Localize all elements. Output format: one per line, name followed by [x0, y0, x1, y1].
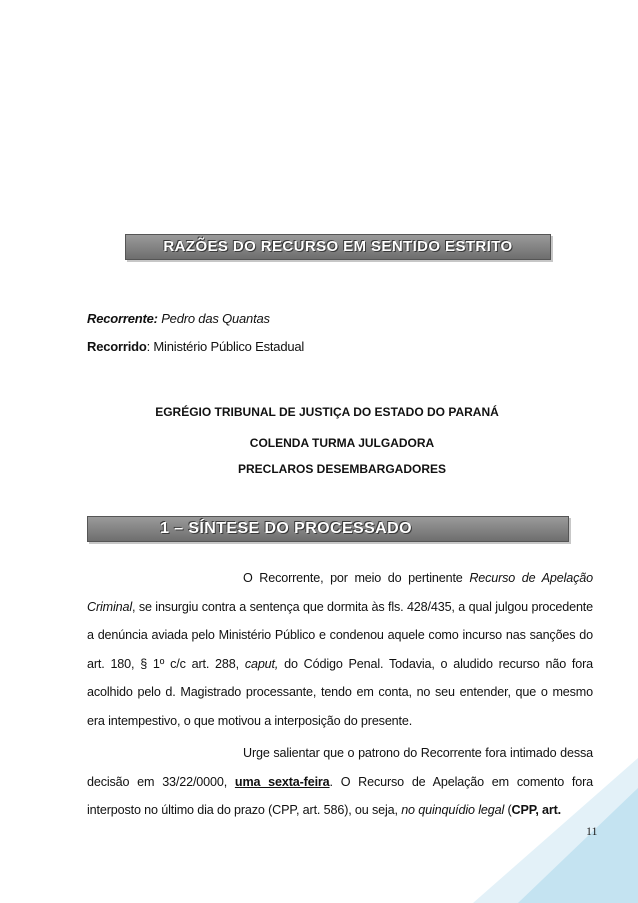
paragraph-intimation [87, 739, 593, 825]
p2-text-1: Urge salientar que o patrono do Recorrente fora intimado dessa decisão em 33/22/0000, [87, 746, 593, 789]
p1-italic-1: Recurso de Apelação Criminal [87, 571, 593, 614]
recorrido-value: : Ministério Público Estadual [146, 339, 305, 354]
p2-italic-1: no quinquídio legal [401, 803, 505, 817]
title-banner: RAZÕES DO RECURSO EM SENTIDO ESTRITO [125, 234, 551, 260]
recorrente-line [87, 311, 270, 326]
page-number: 11 [586, 824, 598, 838]
court-line-2: COLENDA TURMA JULGADORA [249, 436, 435, 450]
p1-text-2: , se insurgiu contra a sentença que dormita às fls. 428/435, a qual julgou procedente a denúncia aviada pelo Ministério Público e condenou aquele como incurso nas sanções do art. 180, § 1º c/c art. 288, [87, 599, 593, 671]
court-line-3: PRECLAROS DESEMBARGADORES [237, 462, 447, 476]
recorrente-label: Recorrente: [87, 311, 158, 326]
p1-italic-2: caput, [244, 656, 279, 671]
paragraph-synthesis [87, 564, 593, 735]
p2-text-3: ( [504, 803, 512, 817]
recorrido-label: Recorrido [87, 339, 147, 354]
recorrente-value: Pedro das Quantas [157, 311, 270, 326]
p2-underline-1: uma sexta-feira [234, 774, 330, 789]
recorrido-line [87, 339, 304, 354]
court-line-1: EGRÉGIO TRIBUNAL DE JUSTIÇA DO ESTADO DO PARANÁ [155, 405, 499, 419]
p1-text-1: O Recorrente, por meio do pertinente [243, 571, 470, 585]
p1-text-3: do Código Penal. Todavia, o aludido recurso não fora acolhido pelo d. Magistrado processante, tendo em conta, no seu entender, que o mesmo era intempestivo, o que motivou a interposição do presente. [87, 656, 594, 728]
p2-text-2: . O Recurso de Apelação em comento fora interposto no último dia do prazo (CPP, art. 586), ou seja, [87, 774, 593, 817]
section-banner-text: 1 – SÍNTESE DO PROCESSADO [160, 520, 412, 537]
section-banner [87, 516, 569, 542]
p2-bold-1: CPP, art. [511, 803, 562, 817]
